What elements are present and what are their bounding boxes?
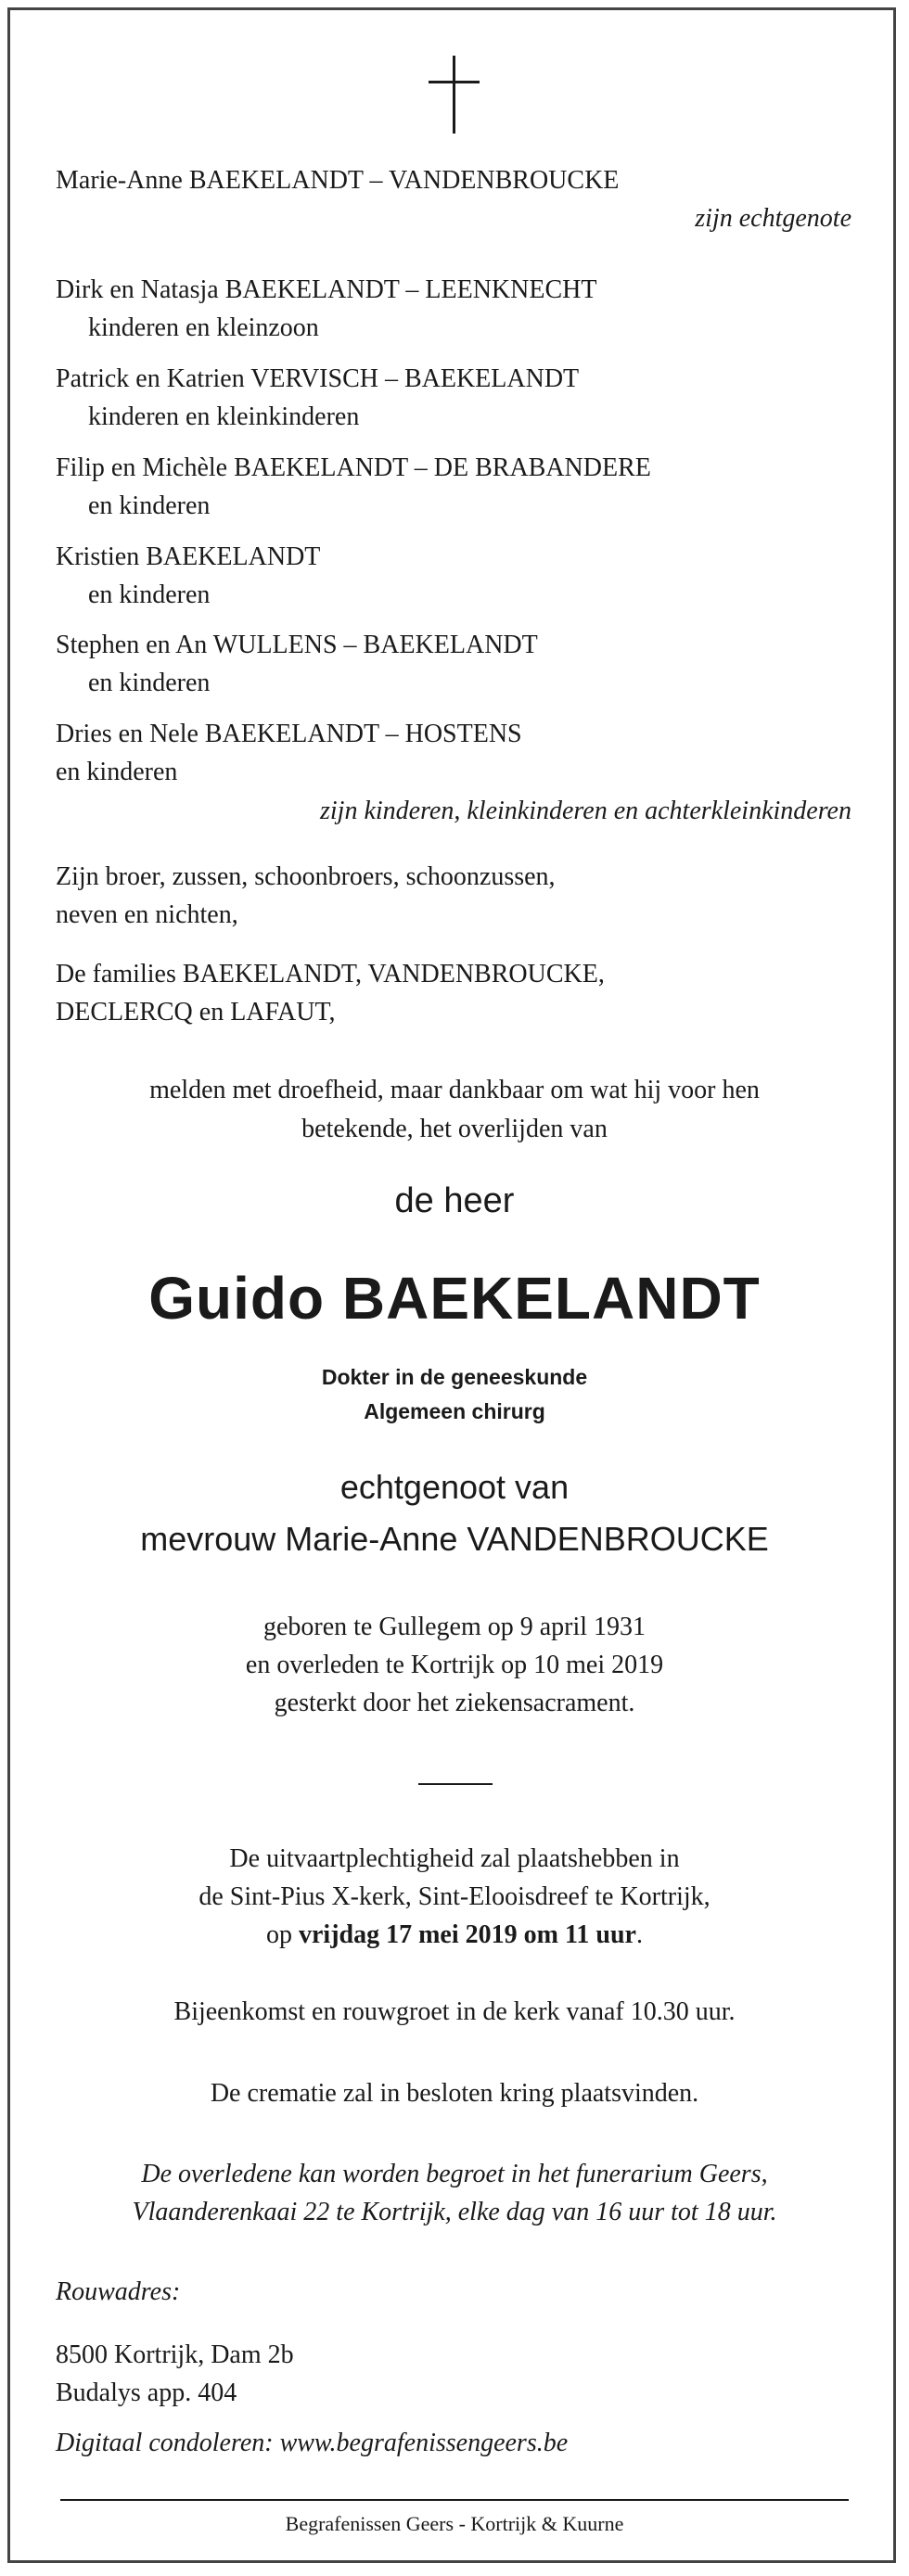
- child-2-sub: kinderen en kleinkinderen: [88, 402, 360, 431]
- cross-icon: [453, 56, 455, 134]
- families-line-2: DECLERCQ en LAFAUT,: [56, 998, 336, 1027]
- cross-icon-bar: [429, 81, 480, 83]
- funeral-line-3: [0, 1917, 909, 1954]
- child-3-name: Filip en Michèle BAEKELANDT – DE BRABANDERE: [56, 453, 651, 482]
- spouse-name: Marie-Anne BAEKELANDT – VANDENBROUCKE: [56, 166, 620, 195]
- address-line-1: 8500 Kortrijk, Dam 2b: [56, 2340, 294, 2369]
- spouse-of-line-1: echtgenoot van: [339, 1468, 570, 1506]
- divider: [418, 1783, 493, 1785]
- announce-line-2: betekende, het overlijden van: [301, 1115, 608, 1143]
- deceased-prefix: de heer: [394, 1181, 515, 1220]
- announce-line-1: melden met droefheid, maar dankbaar om wat hij voor hen: [149, 1076, 760, 1104]
- address-label: Rouwadres:: [56, 2277, 181, 2306]
- deceased-name: Guido BAEKELANDT: [148, 1265, 761, 1332]
- siblings-line-1: Zijn broer, zussen, schoonbroers, schoonzussen,: [56, 862, 556, 891]
- dates-line-3: gesterkt door het ziekensacrament.: [274, 1689, 635, 1717]
- cremation-text: De crematie zal in besloten kring plaatsvinden.: [210, 2079, 699, 2108]
- child-4-name: Kristien BAEKELANDT: [56, 542, 321, 571]
- spouse-of-line-2: mevrouw Marie-Anne VANDENBROUCKE: [140, 1520, 769, 1558]
- child-5-sub: en kinderen: [88, 669, 211, 697]
- deceased-title-1: Dokter in de geneeskunde: [321, 1365, 588, 1389]
- child-4-sub: en kinderen: [88, 580, 211, 609]
- child-1-sub: kinderen en kleinzoon: [88, 313, 319, 342]
- siblings-line-2: neven en nichten,: [56, 900, 238, 929]
- footer-rule: [60, 2499, 849, 2501]
- children-role: zijn kinderen, kleinkinderen en achterkleinkinderen: [319, 797, 851, 825]
- child-2-name: Patrick en Katrien VERVISCH – BAEKELANDT: [56, 364, 580, 393]
- viewing-line-1: De overledene kan worden begroet in het funerarium Geers,: [141, 2160, 768, 2188]
- spouse-role: zijn echtgenote: [695, 204, 851, 233]
- child-6-name: Dries en Nele BAEKELANDT – HOSTENS: [56, 720, 522, 748]
- child-5-name: Stephen en An WULLENS – BAEKELANDT: [56, 631, 538, 659]
- child-3-sub: en kinderen: [88, 491, 211, 520]
- address-line-2: Budalys app. 404: [56, 2378, 237, 2407]
- deceased-title-2: Algemeen chirurg: [364, 1399, 545, 1423]
- funeral-line-2: de Sint-Pius X-kerk, Sint-Elooisdreef te Kortrijk,: [198, 1882, 711, 1911]
- child-1-name: Dirk en Natasja BAEKELANDT – LEENKNECHT: [56, 275, 597, 304]
- gathering-text: Bijeenkomst en rouwgroet in de kerk vanaf 10.30 uur.: [173, 1997, 736, 2026]
- funeral-line-1: De uitvaartplechtigheid zal plaatshebben in: [229, 1844, 680, 1873]
- viewing-line-2: Vlaanderenkaai 22 te Kortrijk, elke dag van 16 uur tot 18 uur.: [132, 2198, 777, 2226]
- dates-line-2: en overleden te Kortrijk op 10 mei 2019: [245, 1651, 664, 1679]
- condolence-link[interactable]: Digitaal condoleren: www.begrafenissengeers.be: [56, 2429, 569, 2457]
- funeral-suffix: .: [636, 1920, 643, 1949]
- funeral-prefix: op: [266, 1920, 299, 1949]
- dates-line-1: geboren te Gullegem op 9 april 1931: [262, 1613, 647, 1641]
- child-6-sub: en kinderen: [56, 758, 178, 786]
- footer-text: Begrafenissen Geers - Kortrijk & Kuurne: [285, 2512, 624, 2535]
- funeral-date: vrijdag 17 mei 2019 om 11 uur: [299, 1920, 636, 1949]
- families-line-1: De families BAEKELANDT, VANDENBROUCKE,: [56, 960, 605, 988]
